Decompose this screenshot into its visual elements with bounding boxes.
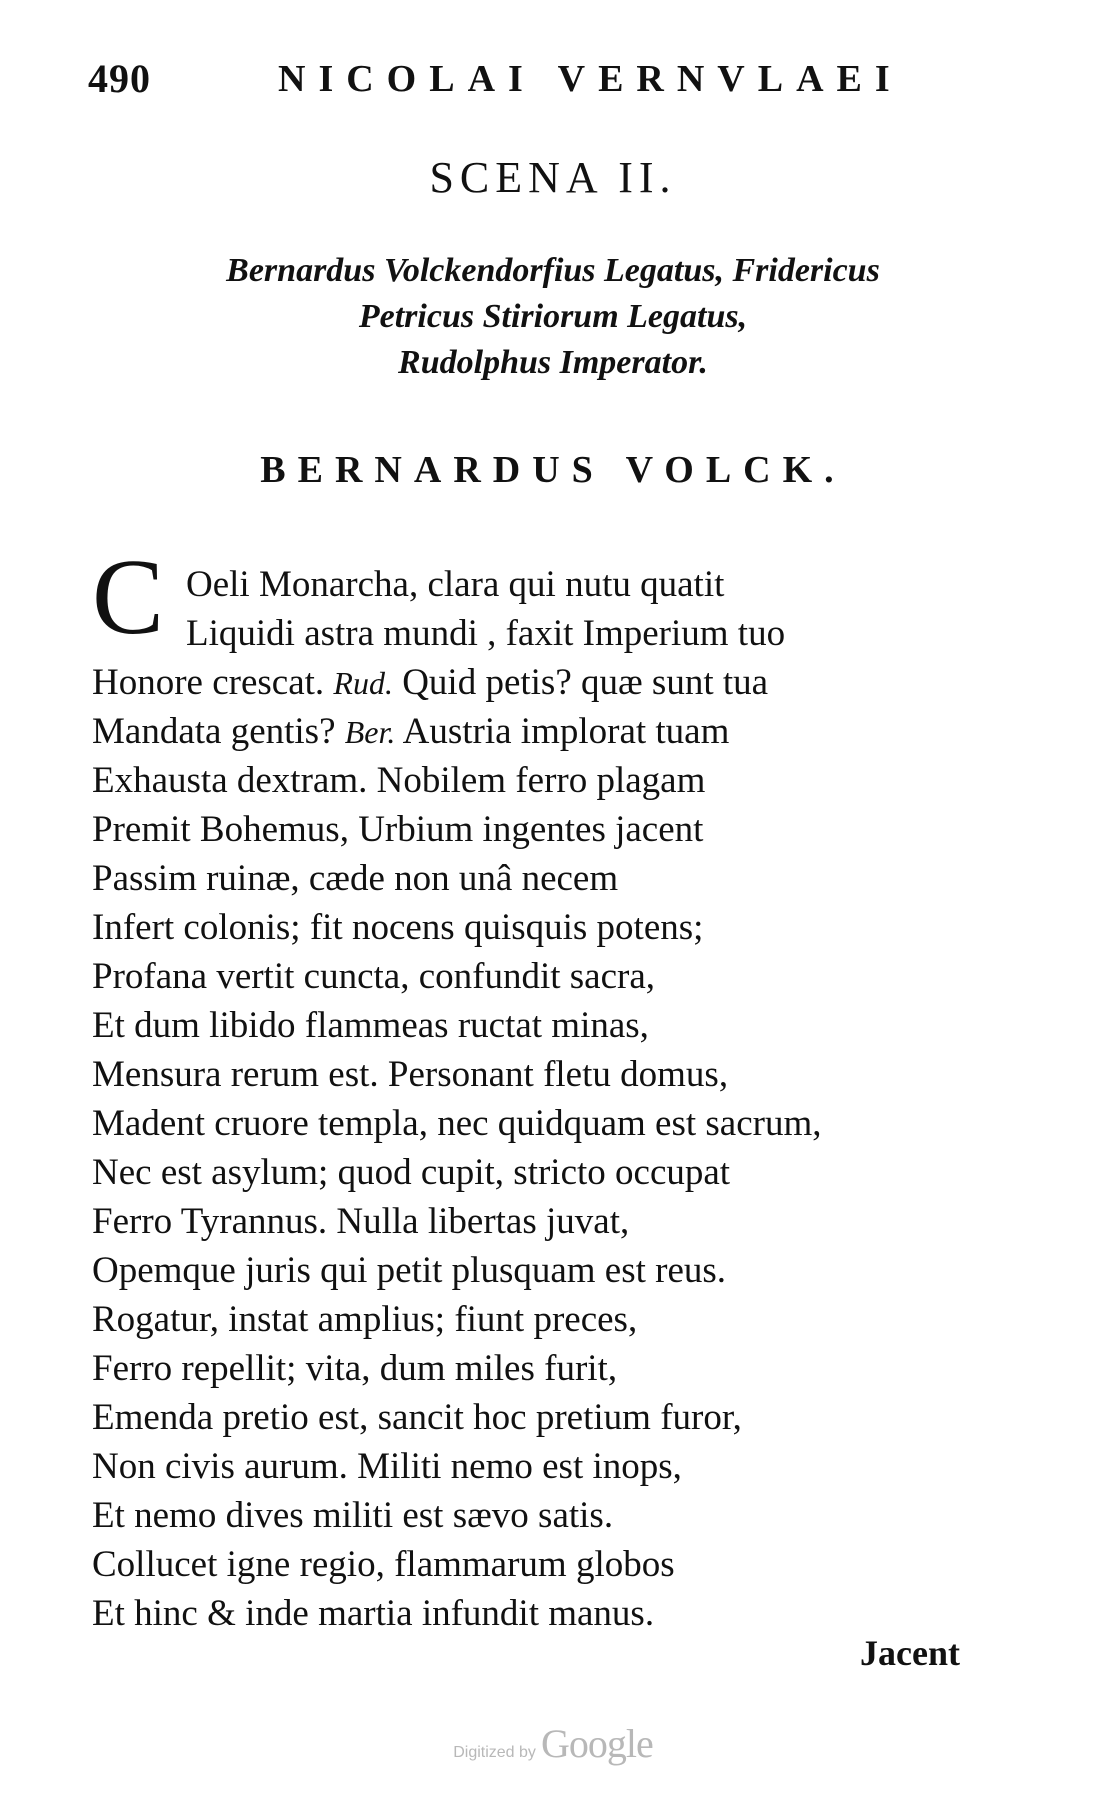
drop-cap: C bbox=[92, 538, 165, 657]
verse-line-text: Et hinc & inde martia infundit manus. bbox=[92, 1593, 655, 1634]
verse-line bbox=[92, 1099, 1022, 1148]
verse-line bbox=[92, 1442, 1022, 1491]
verse-line-text: Liquidi astra mundi , faxit Imperium tuo bbox=[186, 613, 786, 654]
verse-line bbox=[92, 1246, 1022, 1295]
speaker-name: BERNARDUS VOLCK. bbox=[260, 449, 846, 491]
verse-line-text: Emenda pretio est, sancit hoc pretium furor, bbox=[92, 1397, 742, 1438]
verse-line bbox=[92, 1344, 1022, 1393]
verse-line-text: Exhausta dextram. Nobilem ferro plagam bbox=[92, 760, 706, 801]
verse-line bbox=[92, 1295, 1022, 1344]
verse-line-text: Mandata gentis? bbox=[92, 711, 345, 752]
verse-line-text: Infert colonis; fit nocens quisquis potens; bbox=[92, 907, 704, 948]
verse-line-text: Passim ruinæ, cæde non unâ necem bbox=[92, 858, 619, 899]
verse-line-text: Et nemo dives militi est sævo satis. bbox=[92, 1495, 614, 1536]
verse-line bbox=[92, 1050, 1022, 1099]
persons-line: Rudolphus Imperator. bbox=[398, 344, 708, 381]
verse-line-text: Ferro repellit; vita, dum miles furit, bbox=[92, 1348, 618, 1389]
watermark-prefix: Digitized by bbox=[453, 1744, 536, 1761]
google-logo: Google bbox=[541, 1721, 653, 1766]
speaker-abbreviation: Ber. bbox=[344, 714, 396, 750]
persons-line: Bernardus Volckendorfius Legatus, Fridericus bbox=[226, 252, 880, 289]
verse-line-text: Premit Bohemus, Urbium ingentes jacent bbox=[92, 809, 704, 850]
verse-line-text: Madent cruore templa, nec quidquam est sacrum, bbox=[92, 1103, 822, 1144]
verse-line bbox=[92, 903, 1022, 952]
verse-line bbox=[92, 658, 1022, 707]
digitization-watermark bbox=[0, 1720, 1106, 1767]
verse-line bbox=[92, 952, 1022, 1001]
catchword: Jacent bbox=[860, 1633, 960, 1673]
verse-line bbox=[92, 805, 1022, 854]
verse-line-text: Collucet igne regio, flammarum globos bbox=[92, 1544, 675, 1585]
page-header bbox=[88, 55, 988, 115]
verse-line bbox=[92, 1491, 1022, 1540]
verse-line-text: Mensura rerum est. Personant fletu domus, bbox=[92, 1054, 729, 1095]
verse-line bbox=[92, 1540, 1022, 1589]
verse-line-text: Honore crescat. bbox=[92, 662, 334, 703]
verse-line-text: Oeli Monarcha, clara qui nutu quatit bbox=[186, 564, 725, 605]
verse-line bbox=[92, 1197, 1022, 1246]
verse-line bbox=[92, 1148, 1022, 1197]
verse-line bbox=[92, 1393, 1022, 1442]
speaker-abbreviation: Rud. bbox=[333, 665, 393, 701]
page-number: 490 bbox=[88, 56, 151, 101]
verse-line bbox=[92, 609, 1022, 658]
verse-line-text: Profana vertit cuncta, confundit sacra, bbox=[92, 956, 655, 997]
verse-line-text: Austria implorat tuam bbox=[395, 711, 730, 752]
verse-line bbox=[92, 854, 1022, 903]
verse-line-text: Quid petis? quæ sunt tua bbox=[392, 662, 769, 703]
persons-line: Petricus Stiriorum Legatus, bbox=[358, 298, 748, 335]
verse-text bbox=[92, 560, 1022, 1638]
scene-title: SCENA II. bbox=[429, 153, 677, 202]
verse-line-text: Nec est asylum; quod cupit, stricto occupat bbox=[92, 1152, 731, 1193]
verse-line-text: Non civis aurum. Militi nemo est inops, bbox=[92, 1446, 682, 1487]
verse-line-text: Et dum libido flammeas ructat minas, bbox=[92, 1005, 649, 1046]
verse-line bbox=[92, 707, 1022, 756]
verse-line bbox=[92, 560, 1022, 609]
verse-line bbox=[92, 756, 1022, 805]
verse-line bbox=[92, 1001, 1022, 1050]
verse-line-text: Opemque juris qui petit plusquam est reus. bbox=[92, 1250, 727, 1291]
running-head: NICOLAI VERNVLAEI bbox=[278, 58, 903, 100]
verse-line-text: Ferro Tyrannus. Nulla libertas juvat, bbox=[92, 1201, 630, 1242]
dramatis-personae bbox=[0, 248, 1106, 386]
verse-line bbox=[92, 1589, 1022, 1638]
verse-line-text: Rogatur, instat amplius; fiunt preces, bbox=[92, 1299, 638, 1340]
